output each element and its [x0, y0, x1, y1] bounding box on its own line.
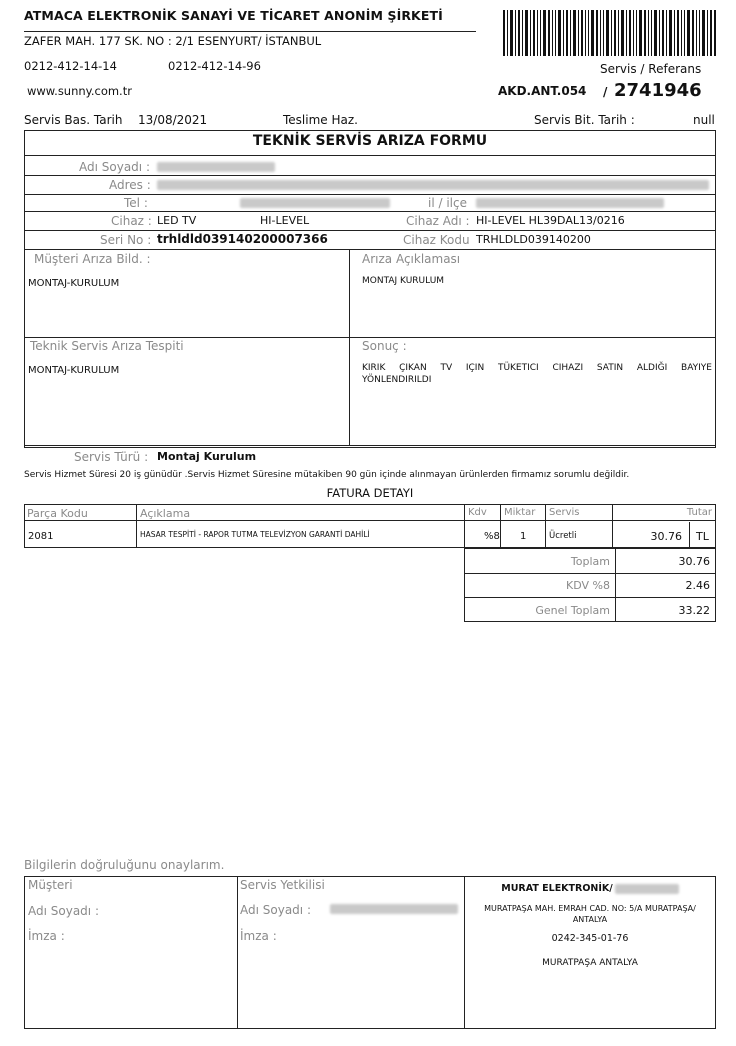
grand-total-label: Genel Toplam: [535, 604, 610, 617]
officer-name-redacted: [330, 904, 458, 914]
result-value: KIRIK ÇIKAN TV IÇIN TÜKETICI CIHAZI SATIN ALDIĞI BAYIYE YÖNLENDIRILDI: [362, 363, 712, 385]
tel-label: Tel :: [124, 196, 148, 210]
row-amount: 30.76: [650, 530, 682, 543]
dealer-name-redacted: [615, 884, 679, 894]
customer-sign-label: İmza :: [28, 929, 65, 943]
tech-fault-value: MONTAJ-KURULUM: [28, 365, 120, 376]
signature-box: [24, 876, 716, 1029]
address-label: Adres :: [109, 178, 151, 192]
barcode: [503, 10, 717, 56]
device-label: Cihaz :: [111, 214, 152, 228]
officer-label: Servis Yetkilisi: [240, 878, 325, 892]
row-desc: HASAR TESPİTİ - RAPOR TUTMA TELEVİZYON GARANTİ DAHİLİ: [140, 530, 370, 539]
col-header-qty: Miktar: [504, 507, 536, 518]
dealer-phone: 0242-345-01-76: [551, 933, 629, 944]
form-title: TEKNİK SERVİS ARIZA FORMU: [252, 133, 488, 149]
end-date-value: null: [693, 113, 715, 127]
dealer-city: MURATPAŞA ANTALYA: [542, 958, 638, 968]
tel-redacted: [240, 198, 390, 208]
officer-sign-label: İmza :: [240, 929, 277, 943]
row-qty: 1: [520, 531, 527, 542]
header-rule: [24, 31, 476, 32]
customer-fault-label: Müşteri Arıza Bild. :: [34, 252, 151, 266]
customer-fault-value: MONTAJ-KURULUM: [28, 278, 120, 289]
row-code: 2081: [28, 531, 54, 542]
col-header-amount: Tutar: [686, 507, 712, 518]
col-header-desc: Açıklama: [140, 507, 191, 520]
row-service: Ücretli: [549, 531, 577, 541]
start-date-value: 13/08/2021: [138, 113, 208, 127]
confirm-text: Bilgilerin doğruluğunu onaylarım.: [24, 858, 225, 872]
dealer-name-row: [464, 883, 716, 894]
reference-code: AKD.ANT.054: [498, 84, 587, 98]
total-label: Toplam: [570, 555, 610, 568]
kdv-value: 2.46: [685, 579, 710, 592]
officer-name-label: Adı Soyadı :: [240, 903, 311, 917]
company-website: www.sunny.com.tr: [27, 84, 132, 98]
company-phone-2: 0212-412-14-96: [168, 59, 261, 73]
address-redacted: [157, 180, 709, 190]
end-date-label: Servis Bit. Tarih :: [534, 113, 635, 127]
device-code-value: TRHLDLD039140200: [476, 233, 591, 246]
col-header-code: Parça Kodu: [27, 507, 88, 520]
reference-number: 2741946: [614, 80, 702, 101]
device-value: LED TV: [157, 214, 197, 227]
col-header-kdv: Kdv: [468, 507, 487, 518]
city-label: il / ilçe: [428, 196, 467, 210]
total-value: 30.76: [678, 555, 710, 568]
service-type-value: Montaj Kurulum: [157, 450, 257, 463]
dealer-address: MURATPAŞA MAH. EMRAH CAD. NO: 5/A MURATPAŞA/ ANTALYA: [484, 904, 696, 924]
grand-total-value: 33.22: [678, 604, 710, 617]
company-name: ATMACA ELEKTRONİK SANAYİ VE TİCARET ANONİM ŞİRKETİ: [24, 8, 443, 23]
dealer-name: MURAT ELEKTRONİK/: [501, 883, 613, 894]
invoice-title: FATURA DETAYI: [326, 486, 414, 500]
device-code-label: Cihaz Kodu: [403, 233, 470, 247]
name-redacted: [157, 162, 275, 172]
row-kdv: %8: [484, 531, 500, 542]
service-notice: Servis Hizmet Süresi 20 iş günüdür .Servis Hizmet Süresine mütakiben 90 gün içinde alınmayan ürünlerden firmamız sorumlu değildir.: [24, 470, 630, 480]
start-date-label: Servis Bas. Tarih: [24, 113, 123, 127]
customer-label: Müşteri: [28, 878, 73, 892]
serial-value: trhldld039140200007366: [157, 232, 328, 246]
kdv-label: KDV %8: [566, 579, 610, 592]
brand-value: HI-LEVEL: [260, 214, 310, 227]
company-phone-1: 0212-412-14-14: [24, 59, 117, 73]
fault-desc-label: Arıza Açıklaması: [362, 252, 461, 266]
tech-fault-label: Teknik Servis Arıza Tespiti: [30, 339, 184, 353]
fault-desc-value: MONTAJ KURULUM: [362, 276, 445, 286]
delivery-label: Teslime Haz.: [283, 113, 358, 127]
serial-label: Seri No :: [100, 233, 152, 247]
device-name-label: Cihaz Adı :: [406, 214, 470, 228]
reference-separator: /: [603, 85, 608, 99]
col-header-service: Servis: [549, 507, 580, 518]
device-name-value: HI-LEVEL HL39DAL13/0216: [476, 214, 625, 227]
result-label: Sonuç :: [362, 339, 407, 353]
name-label: Adı Soyadı :: [79, 160, 150, 174]
company-address: ZAFER MAH. 177 SK. NO : 2/1 ESENYURT/ İSTANBUL: [24, 34, 322, 48]
service-type-label: Servis Türü :: [74, 450, 149, 464]
reference-label: Servis / Referans: [600, 62, 702, 76]
city-redacted: [476, 198, 664, 208]
row-currency: TL: [696, 530, 709, 543]
customer-name-label: Adı Soyadı :: [28, 904, 99, 918]
